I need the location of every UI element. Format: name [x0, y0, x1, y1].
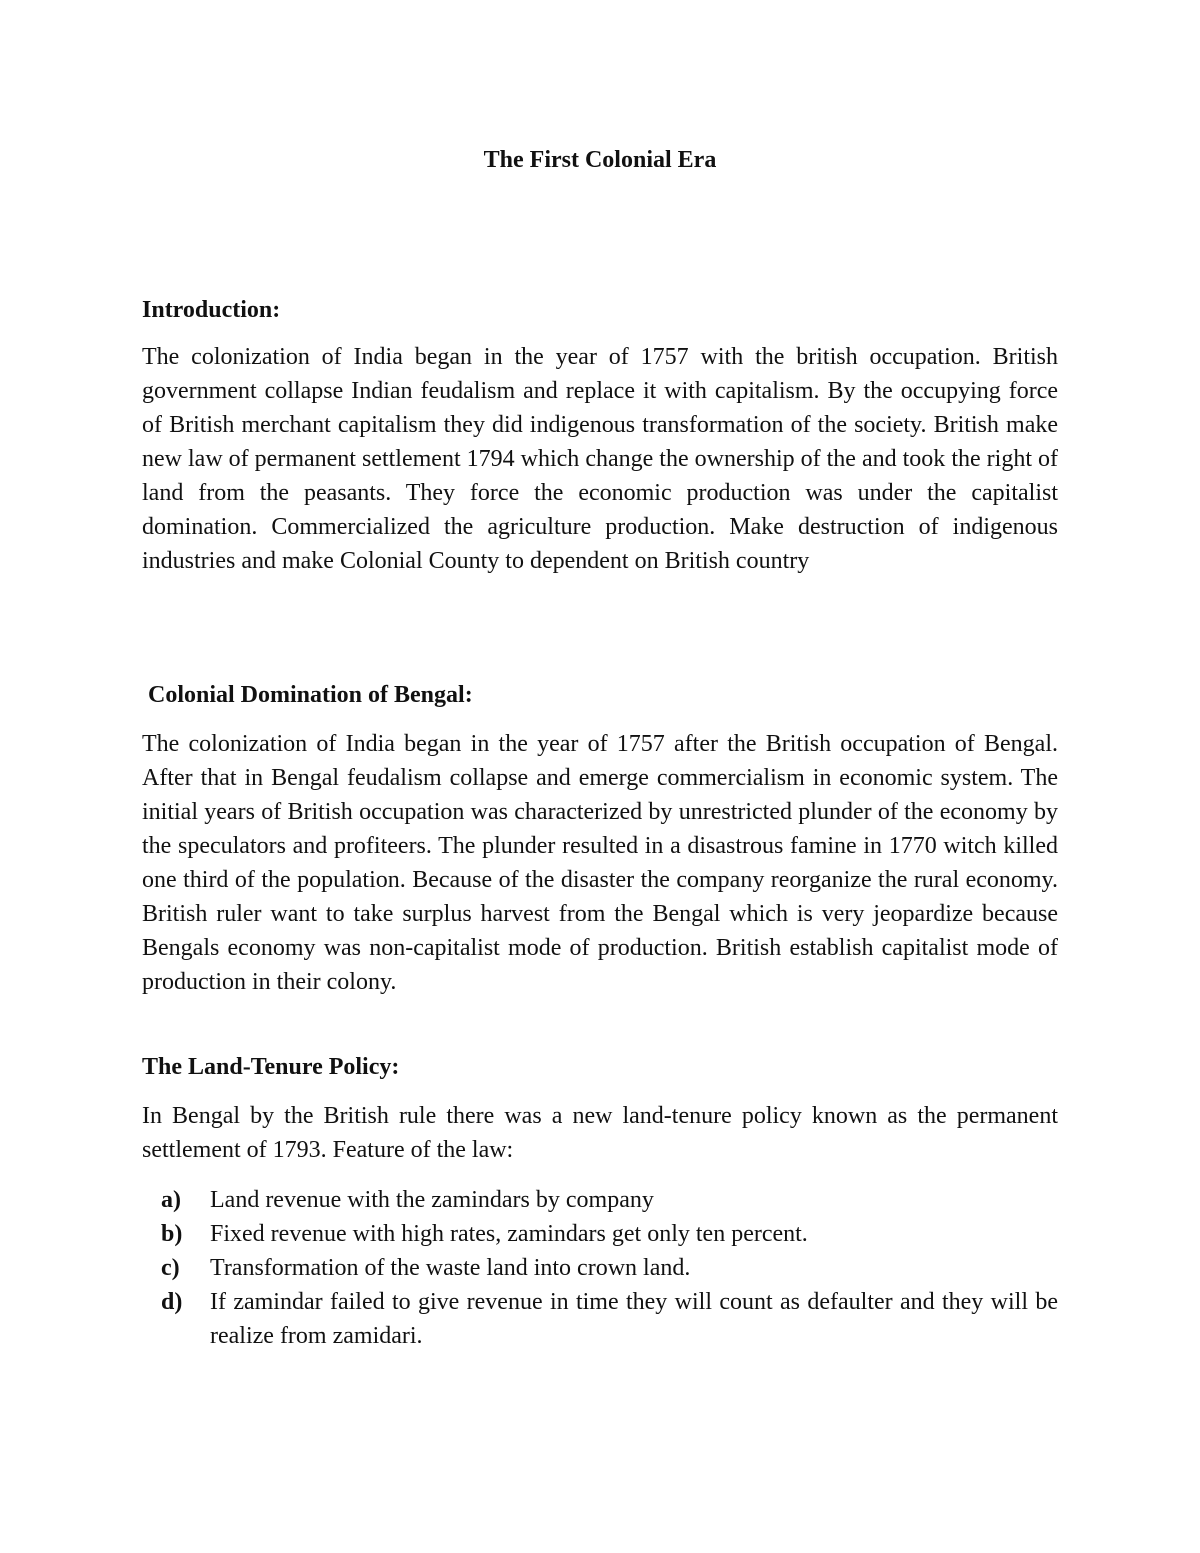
- list-item-text: Fixed revenue with high rates, zamindars get only ten percent.: [210, 1221, 808, 1247]
- list-marker: b): [161, 1221, 183, 1247]
- section-paragraph-introduction: The colonization of India began in the year of 1757 with the british occupation. British government collapse Indian feudalism and replace it with capitalism. By the occupying force of British merchant capitalism they did indigenous transformation of the society. British make new law of permanent settlement 1794 which change the ownership of the and took the right of land from the peasants. They force the economic production was under the capitalist domination. Commercialized the agriculture production. Make destruction of indigenous industries and make Colonial County to dependent on British country: [142, 344, 1058, 574]
- list-marker: d): [161, 1289, 183, 1315]
- feature-list: [142, 1183, 1058, 1353]
- section-heading-land-tenure: The Land-Tenure Policy:: [142, 1054, 400, 1080]
- list-item: [142, 1183, 1058, 1217]
- list-item-text: Transformation of the waste land into crown land.: [210, 1255, 691, 1281]
- list-item: [142, 1217, 1058, 1251]
- list-item: [142, 1285, 1058, 1353]
- section-heading-introduction: Introduction:: [142, 297, 281, 323]
- section-heading-colonial-domination: Colonial Domination of Bengal:: [142, 682, 473, 708]
- list-marker: a): [161, 1187, 181, 1213]
- section-paragraph-colonial-domination: The colonization of India began in the year of 1757 after the British occupation of Bengal. After that in Bengal feudalism collapse and emerge commercialism in economic system. The initial years of British occupation was characterized by unrestricted plunder of the economy by the speculators and profiteers. The plunder resulted in a disastrous famine in 1770 witch killed one third of the population. Because of the disaster the company reorganize the rural economy. British ruler want to take surplus harvest from the Bengal which is very jeopardize because Bengals economy was non-capitalist mode of production. British establish capitalist mode of production in their colony.: [142, 731, 1058, 995]
- list-marker: c): [161, 1255, 180, 1281]
- section-paragraph-land-tenure: In Bengal by the British rule there was a new land-tenure policy known as the permanent settlement of 1793. Feature of the law:: [142, 1103, 1058, 1163]
- list-item: [142, 1251, 1058, 1285]
- list-item-text: Land revenue with the zamindars by company: [210, 1187, 654, 1213]
- document-title: The First Colonial Era: [483, 147, 717, 173]
- list-item-text: If zamindar failed to give revenue in time they will count as defaulter and they will be realize from zamidari.: [210, 1289, 1058, 1349]
